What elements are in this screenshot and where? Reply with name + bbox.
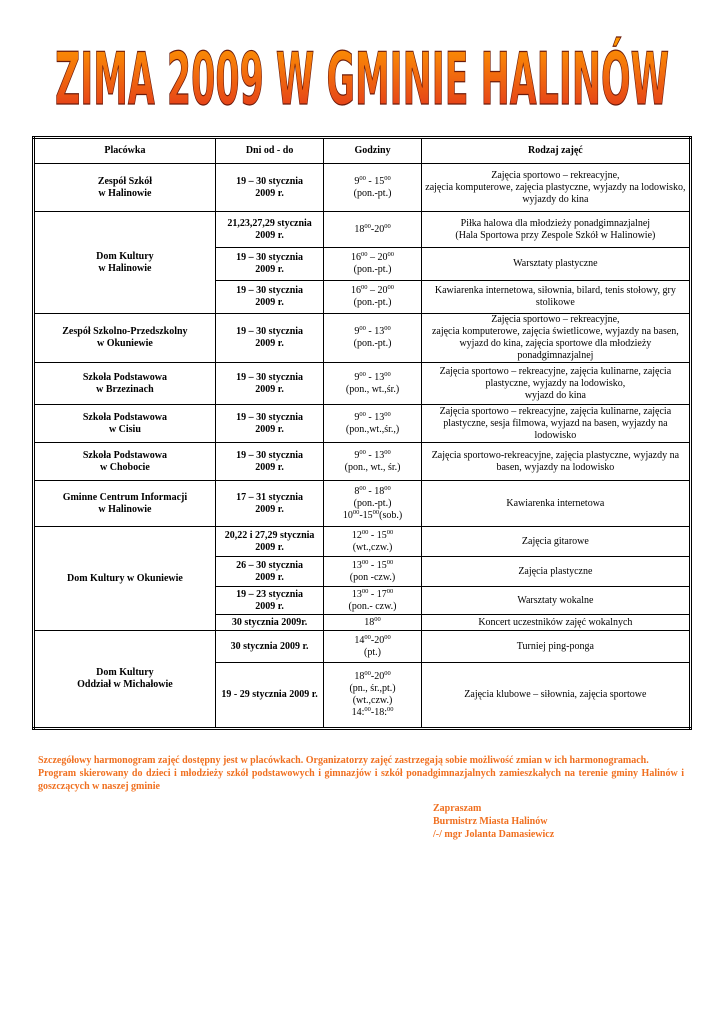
activity-cell [421,281,690,314]
activity-cell [421,663,690,729]
hours-text: $16^{00} - 20^{00}$ [351,284,395,296]
institution-cell [34,212,216,314]
table-row [34,405,691,443]
institution-cell [34,631,216,729]
activity-cell [421,557,690,587]
hours-cell [324,405,421,443]
activity-text: ponadgimnazjalnej [517,350,594,361]
institution-name: Gminne Centrum Informacji [62,491,188,503]
page-title: ZIMA 2009 W GMINIE HALINÓW [55,37,669,121]
date-range: 30 stycznia 2009r. [231,616,308,628]
hours-text: (pon.- czw.) [348,600,397,612]
hours-text: $9^{00} - 13^{00}$ [354,370,391,383]
institution-name: w Halinowie [98,262,152,274]
days-cell [215,557,323,587]
activity-text: wyjazd do kina [524,389,586,401]
institution-name: Oddział w Michałowie [77,679,173,690]
days-cell [215,363,323,405]
info-note [38,754,684,793]
institution-cell [34,164,216,212]
date-range: 2009 r. [255,600,284,612]
activity-cell [421,631,690,663]
date-range: 2009 r. [255,297,284,308]
hours-text: 14:$^{00}$-18:$^{00}$ [351,706,394,718]
activity-cell [421,164,690,212]
activity-text: wyjazdy do kina [522,193,589,205]
hours-cell [324,615,421,631]
schedule-body [34,164,691,729]
hours-text: (pon.-pt.) [353,264,392,275]
activity-cell [421,443,690,481]
header-activity: Rodzaj zajęć [421,138,690,164]
institution-name: Dom Kultury w Okuniewie [66,572,183,584]
hours-cell [324,631,421,663]
activity-cell [421,481,690,527]
days-cell [215,631,323,663]
hours-text: $9^{00} - 13^{00}$ [354,325,391,337]
date-range: 20,22 i 27,29 stycznia [224,529,315,541]
table-row [34,363,691,405]
activity-text: wyjazd do kina, zajęcia sportowe dla młodzieży [459,338,652,349]
activity-text: stolikowe [535,297,575,308]
activity-text: zajęcia komputerowe, zajęcia plastyczne, wyjazdy na lodowisko, [425,181,686,193]
date-range: 21,23,27,29 stycznia [227,217,312,229]
hours-text: (pn., śr.,pt.) [349,683,396,694]
activity-text: zajęcia komputerowe, zajęcia świetlicowe, wyjazdy na basen, [431,326,679,337]
activity-cell [421,363,690,405]
institution-name: Dom Kultury [96,250,154,262]
institution-name: w Halinowie [98,187,152,199]
institution-name: w Halinowie [98,503,152,515]
institution-name: w Okuniewie [96,338,153,349]
hours-cell [324,557,421,587]
hours-text: (wt.,czw.) [352,541,393,553]
activity-text: Zajęcia sportowo – rekreacyjne, zajęcia kulinarne, zajęcia [439,405,672,417]
activity-text: Zajęcia klubowe – siłownia, zajęcia sportowe [464,689,647,700]
institution-cell [34,527,216,631]
activity-text: basen, wyjazdy na lodowisko [496,461,615,473]
institution-name: Szkoła Podstawowa [82,371,167,383]
activity-text: Zajęcia gitarowe [521,535,589,547]
hours-text: (pon., wt., śr.) [344,461,401,473]
activity-cell [421,405,690,443]
date-range: 2009 r. [255,264,284,275]
days-cell [215,615,323,631]
date-range: 19 – 30 stycznia [236,175,304,187]
date-range: 2009 r. [255,383,284,395]
signature-name: /-/ mgr Jolanta Damasiewicz [433,829,555,840]
date-range: 19 – 30 stycznia [236,371,304,383]
date-range: 19 – 23 stycznia [236,588,304,600]
days-cell [215,212,323,248]
header-days: Dni od - do [215,138,323,164]
date-range: 19 – 30 stycznia [236,326,304,337]
days-cell [215,405,323,443]
date-range: 2009 r. [255,229,284,241]
hours-text: $9^{00} - 13^{00}$ [354,410,391,423]
activity-text: Zajęcia sportowo – rekreacyjne, zajęcia kulinarne, zajęcia [439,365,672,377]
institution-name: w Brzezinach [96,383,154,395]
hours-text: $9^{00} - 13^{00}$ [354,448,391,461]
days-cell [215,663,323,729]
date-range: 30 stycznia 2009 r. [230,640,309,652]
hours-cell [324,164,421,212]
activity-text: Zajęcia sportowo – rekreacyjne, [491,314,620,325]
hours-text: $18^{00}-20^{00}$ [354,222,391,235]
hours-text: $18^{00}-20^{00}$ [354,670,391,682]
activity-cell [421,248,690,281]
note-line: Program skierowany do dzieci i młodzieży szkół podstawowych i gimnazjów i szkół ponadgimnazjalnych zamieszkałych na terenie gminy Halinów i goszczących w naszej gminie [38,768,684,792]
activity-text: Warsztaty plastyczne [513,258,598,269]
hours-cell [324,587,421,615]
institution-cell [34,363,216,405]
date-range: 2009 r. [255,338,284,349]
date-range: 19 – 30 stycznia [236,449,304,461]
table-row [34,527,691,557]
hours-text: (pon., wt.,śr.) [345,383,400,395]
hours-cell [324,281,421,314]
institution-name: Szkoła Podstawowa [82,411,167,423]
hours-text: $8^{00} - 18^{00}$ [354,484,391,497]
days-cell [215,164,323,212]
days-cell [215,443,323,481]
days-cell [215,281,323,314]
activity-text: lodowisko [534,429,577,441]
date-range: 19 – 30 stycznia [236,252,304,263]
activity-text: Koncert uczestników zajęć wokalnych [478,616,633,628]
table-header-row [34,138,691,164]
date-range: 2009 r. [255,503,284,515]
activity-cell [421,212,690,248]
table-row [34,443,691,481]
hours-text: (pon.,wt.,śr.,) [345,423,400,435]
schedule-table [32,136,692,730]
table-row [34,314,691,363]
activity-text: Kawiarenka internetowa [506,497,605,509]
hours-text: (wt.,czw.) [352,695,393,706]
days-cell [215,481,323,527]
activity-text: (Hala Sportowa przy Zespole Szkół w Halinowie) [455,229,656,241]
header-institution: Placówka [34,138,216,164]
hours-text: (pt.) [364,646,381,658]
activity-text: Turniej ping-ponga [516,640,594,652]
activity-text: plastyczne, wyjazdy na lodowisko, [485,377,626,389]
days-cell [215,587,323,615]
hours-text: $12^{00} - 15^{00}$ [351,528,394,541]
institution-cell [34,314,216,363]
days-cell [215,527,323,557]
table-row [34,212,691,248]
activity-text: Warsztaty wokalne [517,594,594,606]
hours-cell [324,314,421,363]
institution-name: w Cisiu [108,423,141,435]
activity-cell [421,314,690,363]
date-range: 2009 r. [255,423,284,435]
table-row [34,481,691,527]
table-row [34,164,691,212]
signature-greeting: Zapraszam [433,803,482,814]
signature-block [433,802,554,841]
activity-cell [421,615,690,631]
institution-cell [34,481,216,527]
hours-cell [324,443,421,481]
activity-text: Zajęcia sportowo-rekreacyjne, zajęcia plastyczne, wyjazdy na [431,449,680,461]
date-range: 19 - 29 stycznia 2009 r. [221,689,318,700]
header-hours: Godziny [324,138,421,164]
page-title-banner [0,22,724,122]
hours-cell [324,248,421,281]
date-range: 2009 r. [255,187,284,199]
activity-cell [421,587,690,615]
institution-cell [34,405,216,443]
date-range: 17 – 31 stycznia [236,491,304,503]
hours-cell [324,527,421,557]
hours-text: $10^{00}-15^{00}(sob.)$ [342,508,403,521]
activity-text: Piłka halowa dla młodzieży ponadgimnazjalnej [460,217,651,229]
date-range: 26 – 30 stycznia [236,559,304,571]
signature-role: Burmistrz Miasta Halinów [433,816,548,827]
hours-text: $14^{00}-20^{00}$ [354,633,391,646]
hours-text: $16^{00} - 20^{00}$ [351,251,395,263]
date-range: 2009 r. [255,461,284,473]
hours-text: (pon.-pt.) [353,297,392,308]
date-range: 19 – 30 stycznia [236,285,304,296]
institution-name: Dom Kultury [96,667,154,678]
hours-cell [324,663,421,729]
activity-text: Zajęcia sportowo – rekreacyjne, [491,169,620,181]
hours-text: (pon.-pt.) [353,187,392,199]
date-range: 19 – 30 stycznia [236,411,304,423]
days-cell [215,248,323,281]
date-range: 2009 r. [255,541,284,553]
table-row [34,631,691,663]
activity-text: Kawiarenka internetowa, siłownia, bilard, tenis stołowy, gry [434,285,676,296]
hours-text: (pon.-pt.) [353,497,392,509]
activity-cell [421,527,690,557]
hours-text: $13^{00} - 17^{00}$ [351,587,394,600]
hours-cell [324,212,421,248]
institution-name: Zespół Szkolno-Przedszkolny [62,326,188,337]
institution-name: Zespół Szkół [97,175,152,187]
date-range: 2009 r. [255,571,284,583]
note-line: Szczegółowy harmonogram zajęć dostępny jest w placówkach. Organizatorzy zajęć zastrzegają sobie możliwość zmian w ich harmonogramach. [38,755,649,766]
days-cell [215,314,323,363]
hours-text: $9^{00} - 15^{00}$ [354,174,391,187]
hours-text: $18^{00}$ [364,615,381,628]
hours-cell [324,363,421,405]
hours-text: (pon.-pt.) [353,338,392,349]
institution-cell [34,443,216,481]
institution-name: Szkoła Podstawowa [82,449,167,461]
activity-text: Zajęcia plastyczne [518,565,593,577]
hours-text: (pon -czw.) [349,571,396,583]
institution-name: w Chobocie [100,461,150,473]
hours-cell [324,481,421,527]
hours-text: $13^{00} - 15^{00}$ [351,558,394,571]
activity-text: plastyczne, sesja filmowa, wyjazd na basen, wyjazdy na [443,417,668,429]
